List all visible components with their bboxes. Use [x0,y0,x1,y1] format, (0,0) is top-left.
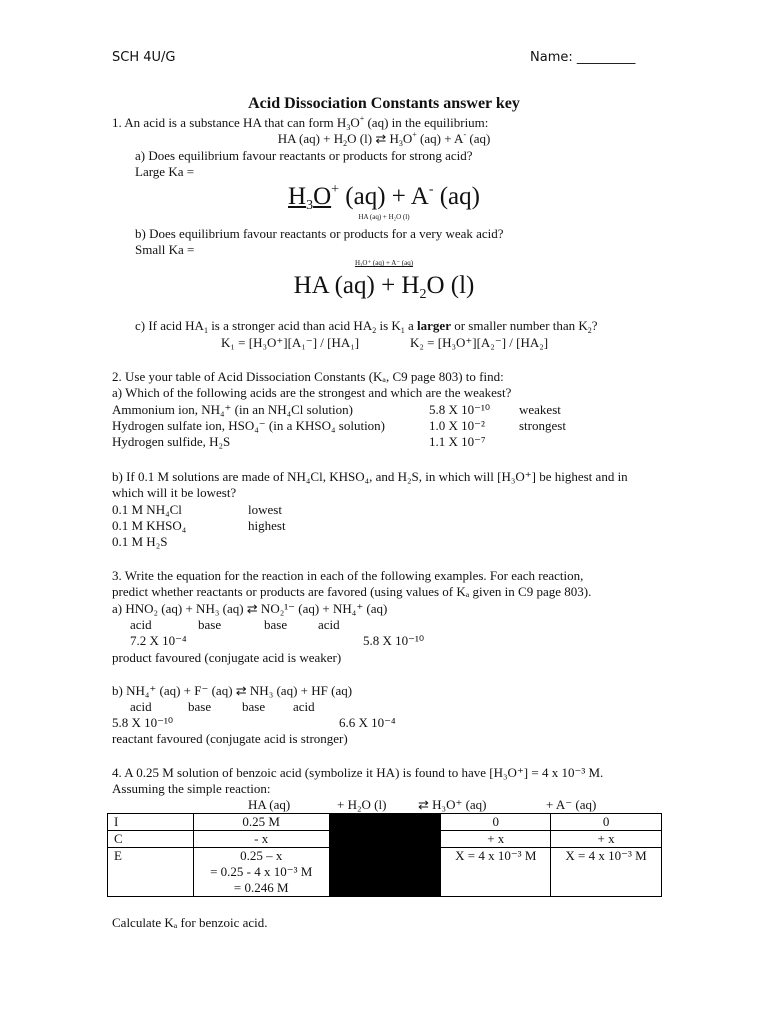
q3a-label: acid [130,617,152,632]
q1c-question: c) If acid $HA_1$ is a stronger acid than acid $HA_2$ is $K_1$ a larger or smaller number than $K_2$? [135,318,598,335]
q2b-question-line2: which will it be lowest? [112,485,237,500]
q1b-small-ka-label: Small Ka = [135,242,195,257]
q3b-ka-product: 6.6 X 10⁻⁴ [339,715,396,730]
ice-table [107,813,662,897]
q3b-label: base [188,699,212,714]
q4-task: Calculate Kₐ for benzoic acid. [112,915,268,930]
q3b-equation: b) NH₄⁺ (aq) + F⁻ (aq) ⇄ NH₃ (aq) + HF (aq) [112,683,353,698]
q3b-ka-reactant: 5.8 X 10⁻¹⁰ [112,715,174,730]
q4-intro-line2: Assuming the simple reaction: [112,781,271,796]
name-field-label: Name: _________ [530,50,636,65]
ice-cell-h3o: X = 4 x 10⁻³ M [441,848,551,897]
q2a-row-name: Hydrogen sulfide, H₂S [112,434,231,449]
q4-intro-line1: 4. A 0.25 M solution of benzoic acid (symbolize it HA) is found to have [H₃O⁺] = 4 x 10⁻³ M. [112,765,604,780]
q3a-ka-product: 5.8 X 10⁻¹⁰ [363,633,425,648]
ice-column-header: + H₂O (l) [337,797,387,812]
ice-row-label: I [108,814,194,831]
q2b-row-name: 0.1 M H₂S [112,534,168,549]
ice-cell-a: + x [551,831,662,848]
ice-column-header: HA (aq) [248,797,291,812]
q2a-row-name: Ammonium ion, NH₄⁺ (in an NH₄Cl solution) [112,402,353,417]
ice-cell-h3o: + x [441,831,551,848]
q1a-ka-denominator: HA (aq) + H₂O (l) [358,213,410,221]
ice-cell-h3o: 0 [441,814,551,831]
course-code: SCH 4U/G [112,50,176,65]
q3a-result: product favoured (conjugate acid is weaker) [112,650,342,665]
q2a-row-value: 1.0 X 10⁻² [429,418,485,433]
ice-cell-a: X = 4 x 10⁻³ M [551,848,662,897]
q2a-row-name: Hydrogen sulfate ion, HSO₄⁻ (in a KHSO₄ solution) [112,418,386,433]
q2b-row-name: 0.1 M NH₄Cl [112,502,182,517]
q1b-ka-denominator: HA $(aq) + H_2O$ (l) [293,272,475,302]
q2a-row-value: 5.8 X 10⁻¹⁰ [429,402,491,417]
q1b-question: b) Does equilibrium favour reactants or products for a very weak acid? [135,226,504,241]
ice-cell-ha-line: = 0.246 M [233,880,289,895]
q3a-ka-reactant: 7.2 X 10⁻⁴ [130,633,187,648]
q2b-row-rank: highest [248,518,286,533]
q1a-large-ka-label: Large Ka = [135,164,195,179]
ice-cell-ha-line: 0.25 – x [240,848,283,863]
ice-cell-a: 0 [551,814,662,831]
q3a-label: base [264,617,288,632]
q2b-question-line1: b) If 0.1 M solutions are made of NH₄Cl, KHSO₄, and H₂S, in which will [H₃O⁺] be highest and in [112,469,628,484]
q3b-label: acid [293,699,315,714]
q3a-label: acid [318,617,340,632]
q2a-row-rank: weakest [519,402,561,417]
q1a-question: a) Does equilibrium favour reactants or products for strong acid? [135,148,473,163]
q2a-row-value: 1.1 X 10⁻⁷ [429,434,486,449]
ice-row-label: E [108,848,194,897]
ice-row-label: C [108,831,194,848]
q3b-result: reactant favoured (conjugate acid is stronger) [112,731,348,746]
ice-cell-ha: - x [193,831,329,848]
q3a-label: base [198,617,222,632]
q1-intro: 1. An acid is a substance HA that can form $H_3O^+$ (aq) in the equilibrium: [112,114,489,132]
q2a-row-rank: strongest [519,418,566,433]
q2b-row-rank: lowest [248,502,282,517]
q2a-question: a) Which of the following acids are the strongest and which are the weakest? [112,385,512,400]
table-row [108,814,662,831]
ice-column-header: + A⁻ (aq) [546,797,597,812]
q3b-label: base [242,699,266,714]
q1b-ka-numerator: H₃O⁺ (aq) + A⁻ (aq) [354,259,414,267]
q3-intro-line1: 3. Write the equation for the reaction in each of the following examples. For each reaction, [112,568,584,583]
q3b-label: acid [130,699,152,714]
q3a-equation: a) HNO₂ (aq) + NH₃ (aq) ⇄ NO₂¹⁻ (aq) + NH₄⁺ (aq) [112,601,388,616]
ice-column-header: ⇄ H₃O⁺ (aq) [418,797,487,812]
q3-intro-line2: predict whether reactants or products are favored (using values of Kₐ given in C9 page 803). [112,584,592,599]
ice-cell-ha-line: = 0.25 - 4 x 10⁻³ M [210,864,313,879]
q1c-k2-expression: K₂ = [H₃O⁺][A₂⁻] / [HA₂] [410,335,549,350]
q1-equilibrium-equation: HA $(aq) + H_2O$ (l) ⇄ $H_3O^+$ (aq) + A- (aq) [277,130,491,148]
page-title: Acid Dissociation Constants answer key [248,95,520,112]
q1a-ka-numerator: $H_3O^+$ (aq) + A- (aq) [288,182,480,213]
q1c-k1-expression: K₁ = [H₃O⁺][A₁⁻] / [HA₁] [221,335,360,350]
q2b-row-name: 0.1 M KHSO₄ [112,518,187,533]
q2-intro: 2. Use your table of Acid Dissociation Constants (Kₐ, C9 page 803) to find: [112,369,504,384]
ice-cell-ha: 0.25 M [193,814,329,831]
ice-cell-water-blacked-out [329,814,441,897]
ice-cell-ha [193,848,329,897]
